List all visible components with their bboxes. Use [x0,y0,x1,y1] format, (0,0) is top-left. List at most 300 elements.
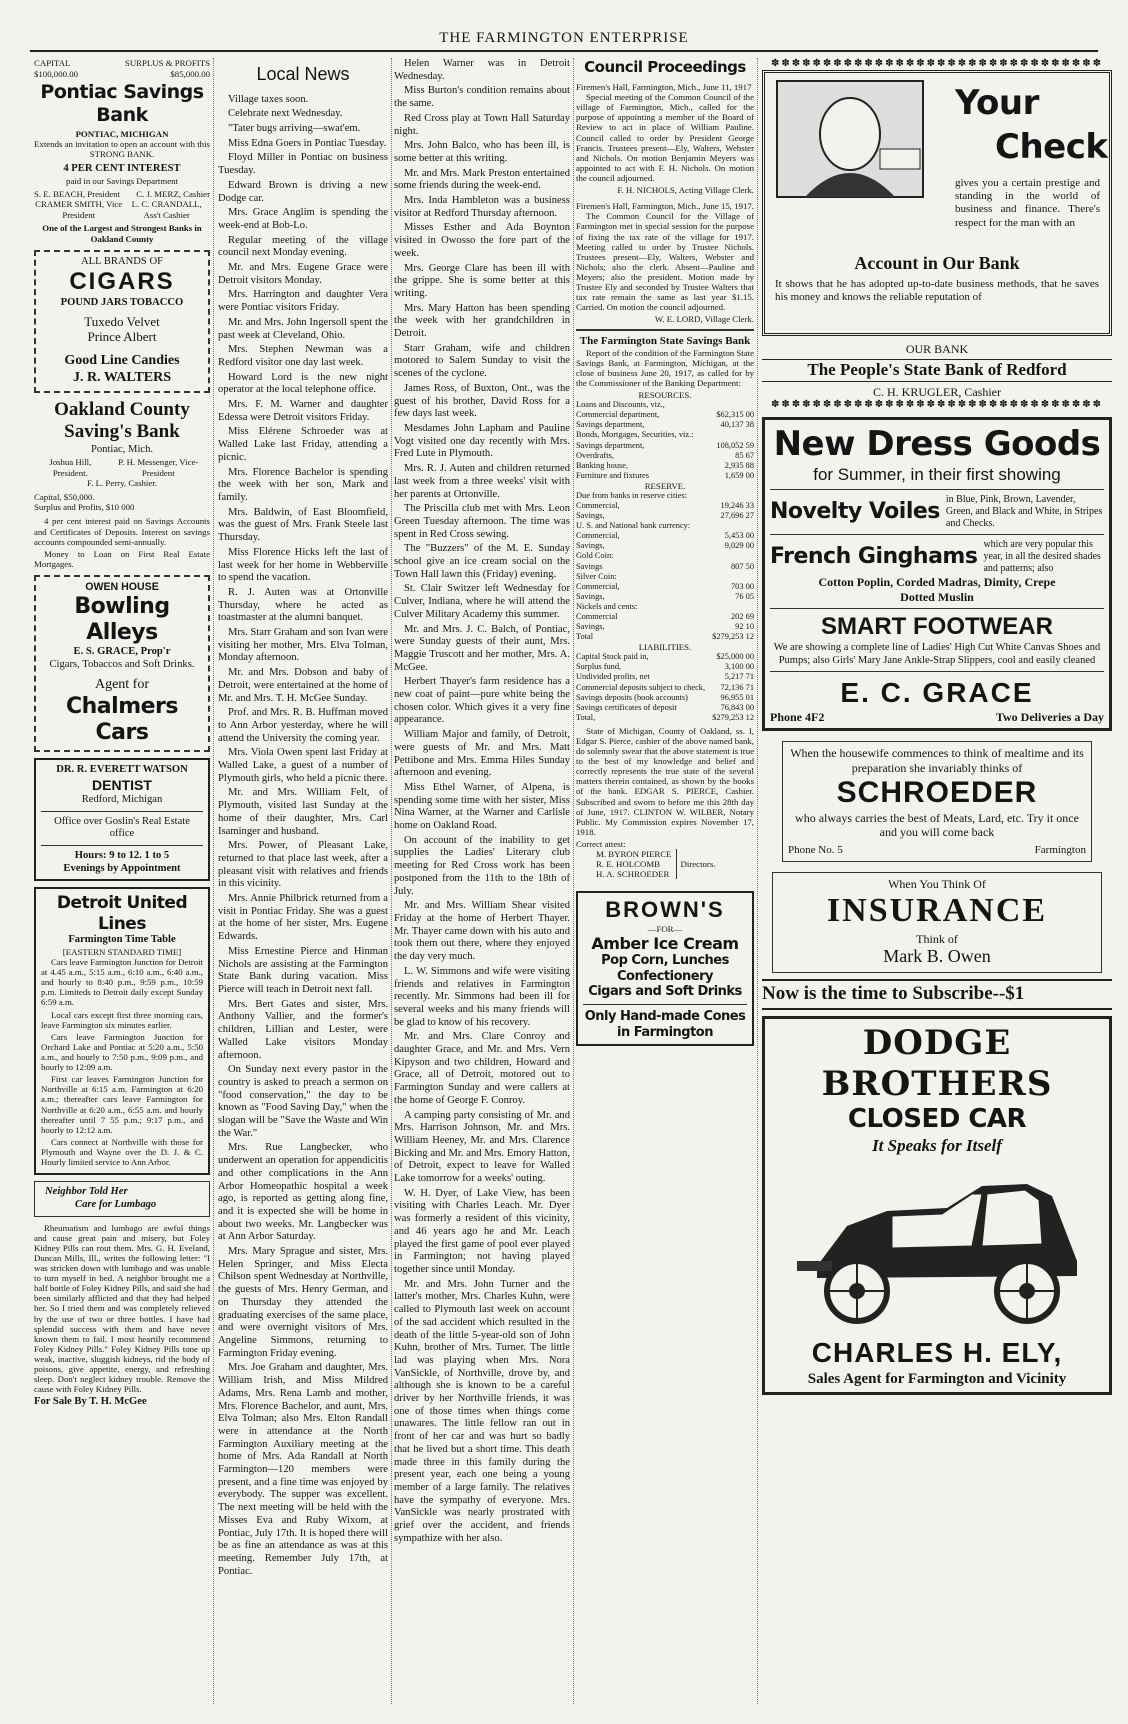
statement-label: Commercial, [576,531,620,541]
statement-value: 5,453 00 [724,531,754,541]
news-item: Miss Ethel Warner, of Alpena, is spending some time with her sister, Miss Nina Warner, at the Warner and Carlisle home on Oakland Road. [394,781,570,832]
news-item: Mrs. Baldwin, of East Bloomfield, was the guest of Mrs. Frank Steele last Thursday. [218,506,388,544]
statement-section: RESOURCES. [638,390,692,401]
statement-row [576,491,754,501]
check-account: Account in Our Bank [854,253,1020,273]
statement-value [706,572,754,582]
statement-label: Savings deposits (book accounts) [576,692,688,702]
statement-row [576,562,754,572]
news-item: Edward Brown is driving a new Dodge car. [218,179,388,204]
statement-table [576,400,754,481]
column-divider [757,58,758,1704]
statement-value: 202 69 [730,611,754,621]
statement-row [576,602,754,612]
column-1 [34,58,210,1409]
statement-label: Commercial, [576,581,620,591]
dress-footwear: SMART FOOTWEAR [821,613,1053,641]
cigars-merchant: J. R. WALTERS [72,369,172,385]
news-item: On account of the inability to get supplies the Ladies' Literary club meeting for Red Cross work has been postponed from the 11th to the 18th of July. [394,834,570,897]
interest-rate: 4 PER CENT INTEREST [63,163,181,175]
local-news-list [218,94,388,1579]
dentist-line: DR. R. EVERETT WATSON [56,764,188,776]
dentist-line: Office over Goslin's Real Estate office [54,815,190,840]
browns-ad [576,891,754,1046]
statement-title: The Farmington State Savings Bank [579,334,751,347]
statement-value: $279,253 12 [712,632,754,642]
news-item: Mrs. Power, of Pleasant Lake, returned to that place last week, after a pleasant visit with relatives and friends in this vicinity. [218,840,388,890]
statement-value [706,551,754,561]
dodge-agent-sub: Sales Agent for Farmington and Vicinity [807,1370,1067,1387]
cigars-line: ALL BRANDS OF [80,255,163,267]
statement-value [706,491,754,501]
dress-voiles-desc: in Blue, Pink, Brown, Lavender, Green, and Black and White, in Stripes and Checks. [945,494,1103,530]
statement-value: 96,955 01 [720,692,754,702]
statement-row [576,451,754,461]
news-item: Mrs. Mary Sprague and sister, Mrs. Helen Springer, and Miss Electa Chilson spent Wednesday at Northville, the guests of Mrs. Henry German, and on Thursday they attended the graduating exercises of the same place, and were overnight visitors of Mrs. Angeline Simmons, returning to Farmington Friday evening. [218,1246,388,1359]
statement-label: Banking house, [576,460,629,470]
check-ad [762,70,1112,336]
news-item: Mrs. Viola Owen spent last Friday at Walled Lake, a guest of a number of Plymouth girls, who held a picnic there. [218,747,388,784]
news-list [394,58,570,1545]
column-3 [394,58,570,1708]
statement-row [576,612,754,622]
news-item: The "Buzzers" of the M. E. Sunday school give an ice cream social on the Town Hall lawn this (Friday) evening. [394,543,570,580]
officer: CRAMER SMITH, Vice President [35,199,123,220]
masthead-title: THE FARMINGTON ENTERPRISE [439,30,689,46]
schroeder-phone: Phone No. 5 [788,843,843,856]
statement-label: Undivided profits, net [576,672,650,682]
pontiac-bank-ad [34,58,210,244]
cigars-title: CIGARS [69,268,175,296]
browns-line: Cigars and Soft Drinks [588,984,742,1000]
oakland-bank-ad [34,399,210,569]
dress-fabrics: Cotton Poplin, Corded Madras, Dimity, Crepe [818,575,1056,590]
oakland-body: 4 per cent interest paid on Savings Accounts and Certificates of Deposits. Interest on savings accounts compounded semi-annually. [34,516,210,547]
statement-row [576,541,754,551]
news-item: Mr. and Mrs. Dobson and baby of Detroit, were entertained at the home of Mr. and Mrs. T. H. McGee Sunday. [218,667,388,704]
statement-label: Due from banks in reserve cities: [576,490,687,500]
news-item: Helen Warner was in Detroit Wednesday. [394,58,570,82]
detroit-body: Cars leave Farmington Junction for Orchard Lake and Pontiac at 5:20 a.m., 5:50 a.m., and hourly to 7:50 p.m., 9:09 p.m., and hourly to 12:09 a.m. [41,1031,203,1073]
news-item: Miss Ernestine Pierce and Hinman Nichols are assisting at the Farmington State Bank during vacation. Miss Pierce will teach in Detroit next fall. [218,945,388,995]
dentist-line: Hours: 9 to 12. 1 to 5 [74,850,170,862]
check-bank [762,342,1112,399]
news-item: Mrs. Starr Graham and son Ivan were visiting her mother, Mrs. Elva Tolman, Monday afternoon. [218,627,388,664]
news-item: Mrs. Mary Hatton has been spending the week with her grandchildren in Detroit. [394,302,570,340]
bank-invite: Extends an invitation to open an account with this STRONG BANK. [34,138,210,159]
dress-voiles: Novelty Voiles [770,499,940,525]
statement-label: Savings, [576,622,605,631]
check-our-bank: OUR BANK [905,342,969,356]
news-item: Miss Florence Hicks left the last of last week for her home in Webberville to spend the vacation. [218,546,388,584]
browns-line: Amber Ice Cream [591,933,739,953]
oakland-capital: Capital, $50,000. [34,492,95,503]
statement-section: LIABILITIES. [638,642,692,653]
statement-value: 27,696 27 [720,511,754,521]
statement-value: 2,935 88 [724,460,754,470]
column-divider [213,58,214,1704]
check-cashier: C. H. KRUGLER, Cashier [873,384,1001,399]
officer: Joshua Hill, President. [49,456,92,478]
statement-value: 9,029 00 [724,541,754,551]
news-item: Mrs. Florence Bachelor is spending the week with her son, Mark and family. [218,466,388,503]
statement-label: Savings, [576,591,605,601]
statement-label: Savings, [576,511,605,521]
statement-value: 40,137 38 [720,420,754,430]
statement-row [576,471,754,481]
schroeder-name: SCHROEDER [836,775,1038,809]
news-item: Miss Elérene Schroeder was at Walled Lake last Friday, attending a picnic. [218,426,388,463]
news-item: Mrs. George Clare has been ill with the grippe. She is some better at this writing. [394,262,570,299]
local-news-title: Local News [256,64,350,84]
neighbor-body: Rheumatism and lumbago are awful things and cause great pain and misery, but Foley Kidney Pills can rout them. Mrs. G. H. Eveland, Duncan Mills, Ill., writes the following letter: "I was stricken down with lumbago and was unable to turn myself in bed. A neighbor brought me a half bottle of Foley Kidney Pills, and said she had been similarly afflicted and that they had helped her. So I tried them and was completely relieved by the use of two or three bottles. I have had splendid success with them and have never known them to fail. I most heartily recommend Foley Kidney Pills." Foley Kidney Pills tone up weak, inactive, sluggish kidneys, rid the body of poisons, give appetite, energy, and refreshing sleep. Don't neglect kidney trouble. Remove the cause with Foley Kidney Pills. [34,1222,210,1395]
neighbor-title: Neighbor Told Her [45,1186,128,1198]
meeting-body: Special meeting of the Common Council of the village of Farmington, Mich., called for the purpose of appointing a member of the Board of Review to act in place of William Pauline. Council called to order by President George Francis. Trustees present—Ely, Walters, Webster and Nichols. On motion Benjamin Meyers was appointed to act with F. H. Nichols. On motion the council adjourned. [576,92,754,183]
news-item: R. J. Auten was at Ortonville Thursday, where he acted as toastmaster at the alumni banquet. [218,586,388,624]
statement-row [576,511,754,521]
statement-label: Overdrafts, [576,450,614,460]
browns-line: —FOR— [647,923,683,934]
news-item: Mr. and Mrs. William Felt, of Plymouth, visited last Sunday at the home of their daughter, Mrs. Carl Isaminger and husband. [218,787,388,837]
owen-line: E. S. GRACE, Prop'r [73,646,171,658]
statement-label: Savings, [576,541,605,551]
news-item: Celebrate next Wednesday. [228,108,343,120]
bank-name: Pontiac Savings Bank [40,81,204,126]
owen-line: OWEN HOUSE [85,580,159,593]
neighbor-ad [34,1181,210,1409]
cigars-line: Prince Albert [87,329,157,345]
news-item: Floyd Miller in Pontiac on business Tuesday. [218,152,388,177]
news-item: Mrs. Harrington and daughter Vera were Pontiac visitors Friday. [218,289,388,314]
statement-label: Savings [576,561,603,571]
dodge-agent: CHARLES H. ELY, [811,1337,1063,1368]
news-item: Prof. and Mrs. R. B. Huffman moved to Ann Arbor yesterday, where he will attend the University the coming year. [218,707,388,744]
statement-value: 3,100 00 [724,662,754,672]
statement-table [576,491,754,642]
statement-row [576,683,754,693]
news-item: Mr. and Mrs. John Turner and the latter's mother, Mrs. Charles Kuhn, were called to Plymouth last week on account of the sad accident which resulted in the death of the little 5-year-old son of John Kuhn, brother of Mrs. Turner. The little lad was playing when Mrs. Nora VanSickle, of Northville, drove by, and although she is known to be a careful driver by her Northville friends, it was one of those times when things come unawares. The little fellow ran out in front of her car and was hurt so badly that he lived but a short time. This death made three in this family during the present year, each one being a young member of a large family. The relatives have the sympathy of everyone. Mrs. VanSickle was nearly prostrated with grief over the accident, and friends sympathize with her also. [394,1278,570,1544]
statement-table [576,652,754,723]
news-item: Starr Graham, wife and children motored to Salem Sunday to visit the scenes of the cyclone. [394,342,570,380]
news-item: Miss Burton's condition remains about the same. [394,85,570,110]
news-item: Mrs. Inda Hambleton was a business visitor at Redford Thursday afternoon. [394,195,570,219]
insurance-ad [772,872,1102,973]
meeting-sig: W. E. LORD, Village Clerk. [654,314,754,325]
statement-value: 19,246 33 [720,501,754,511]
statement-value [706,521,754,531]
statement-row [576,410,754,420]
statement-row [576,592,754,602]
statement-label: Commercial deposits subject to check, [576,682,706,692]
statement-label: U. S. and National bank currency: [576,521,691,531]
statement-row [576,662,754,672]
browns-title: BROWN'S [605,897,725,923]
browns-line: Only Hand-made Cones in Farmington [584,1008,746,1040]
statement-row [576,430,754,440]
column-2 [218,58,388,1698]
news-item: On Sunday next every pastor in the country is asked to preach a sermon on "food conservation," the day to be known as "Food Saving Day," when the slogan will be "Save the Waste and Win the War." [218,1064,388,1139]
cigars-line: Tuxedo Velvet [84,313,160,329]
statement-value: 72,136 71 [720,682,754,692]
news-item: Mesdames John Lapham and Pauline Vogt visited one day recently with Mrs. Fred Lute in Plymouth. [394,422,570,460]
statement-label: Silver Coin: [576,571,617,581]
statement-value: 76 05 [735,591,754,601]
dentist-ad [34,758,210,881]
news-item: Miss Edna Goers in Pontiac Tuesday. [228,137,387,149]
dress-sub: for Summer, in their first showing [813,464,1061,484]
statement-value [711,400,754,410]
statement-row [576,703,754,713]
ornament-border: ✽✽✽✽✽✽✽✽✽✽✽✽✽✽✽✽✽✽✽✽✽✽✽✽✽✽✽✽✽✽✽✽ [770,399,1104,411]
dentist-line: Evenings by Appointment [63,862,181,874]
statement-value [706,602,754,612]
owen-cars: Chalmers Cars [66,693,178,746]
dress-goods-ad [762,417,1112,731]
detroit-sub: Farmington Time Table [68,934,176,946]
statement-row [576,713,754,723]
car-illustration-icon [770,1156,1104,1336]
officer: P. H. Messenger, Vice-President [118,456,199,478]
statement-row [576,551,754,561]
statement-value: $62,315 00 [716,410,754,420]
news-item: Howard Lord is the new night operator at the local telephone office. [218,371,388,396]
statement-row [576,652,754,662]
column-divider [391,58,392,1704]
news-item: William Major and family, of Detroit, were guests of Mr. and Mrs. Matt Pettibone and Mrs. Emma Hiles Sunday afternoon and evening. [394,729,570,779]
oakland-location: Pontiac, Mich. [90,444,154,456]
statement-row [576,622,754,632]
masthead [0,30,1128,47]
news-item: St. Clair Switzer left Wednesday for Culver, Indiana, where he will attend the Culver Military Academy this summer. [394,583,570,620]
news-item: Mrs. Stephen Newman was a Redford visitor one day last week. [218,344,388,368]
officer: S. E. BEACH, President [34,188,121,199]
portrait-illustration-icon [775,79,925,199]
detroit-united-ad [34,887,210,1175]
statement-label: Total, [576,712,596,722]
news-item: Mr. and Mrs. Eugene Grace were Detroit visitors Monday. [218,262,388,286]
statement-intro: Report of the condition of the Farmington State Savings Bank, at Farmington, Michigan, at the close of business June 20, 1917, as called for by the Commissioner of the Banking Department: [576,347,754,389]
browns-line: Confectionery [617,968,713,984]
statement-value: 1,659 00 [724,470,754,480]
news-item: Regular meeting of the village council next Monday evening. [218,234,388,259]
news-item: Mrs. Joe Graham and daughter, Mrs. William Irish, and Miss Mildred Adams, Mrs. Rena Lamb and mother, Mrs. Florence Bachelor, and aunt, Mrs. Elva Tolman; also Mrs. Elton Randall were in attendance at the North Farmington Auxiliary meeting at the home of Mrs. Ada Randall at North Farmington—120 members were present, and a fine time was enjoyed by everybody. The supper was excellent. The next meeting will be held with the Misses Eva and Ruby Wixom, at Pontiac, July 17th. It is hoped there will be as fine an attendance as was at this meeting. Remember July 17th, at Pontiac. [218,1362,388,1577]
statement-row [576,521,754,531]
statement-label: Loans and Discounts, viz., [576,400,665,410]
statement-value: 92 10 [735,622,754,631]
statement-attest: Correct attest: [576,839,626,850]
owen-line: Cigars, Tobaccos and Soft Drinks. [49,659,195,671]
statement-value: 807 50 [730,561,754,571]
news-item: James Ross, of Buxton, Ont., was the guest of his brother, David Ross for a few days last week. [394,382,570,420]
statement-row [576,420,754,430]
news-item: Red Cross play at Town Hall Saturday night. [394,112,570,137]
check-body-2: It shows that he has adopted up-to-date business methods, that he saves his money and knows the reliable reputation of [775,278,1099,304]
statement-value: $25,000 00 [716,652,754,662]
surplus-value: $85,000.00 [170,68,210,79]
statement-row [576,531,754,541]
dress-deliveries: Two Deliveries a Day [995,709,1104,724]
officer: C. J. MERZ, Cashier [136,188,210,199]
officer: L. C. CRANDALL, Ass't Cashier [131,199,202,220]
check-title-2: Check [995,127,1108,167]
news-item: Mrs. Grace Anglim is spending the week-end at Bob-Lo. [218,207,388,231]
schroeder-line: When the housewife commences to think of mealtime and its preparation she invariably thinks of [790,746,1084,775]
statement-label: Bonds, Mortgages, Securities, viz.: [576,430,694,440]
dress-merchant: E. C. GRACE [840,677,1034,709]
statement-label: Surplus fund, [576,662,622,672]
dodge-title: DODGE BROTHERS [821,1022,1053,1104]
bank-location: PONTIAC, MICHIGAN [75,128,169,139]
meeting-head: Firemen's Hall, Farmington, Mich., June 11, 1917 [576,82,752,92]
news-item: Mr. and Mrs. Clare Conroy and daughter Grace, and Mr. and Mrs. Vern Kipyson and two children, Howard and Grace, all of Detroit, motored out to Farmington Sunday and were callers at the home of George F. Conroy. [394,1031,570,1106]
news-item: Mrs. Annie Philbrick returned from a visit in Pontiac Friday. She was a guest at the home of her sister, Mrs. Eugene Edwards. [218,893,388,943]
oakland-name: Oakland County [54,398,190,420]
council-meeting-2 [576,201,754,324]
cigars-line: POUND JARS TOBACCO [60,297,184,309]
schroeder-town: Farmington [1034,843,1086,856]
statement-row [576,632,754,642]
dodge-sub: CLOSED CAR [847,1104,1027,1135]
news-item: Village taxes soon. [228,93,309,105]
council-meeting-1 [576,82,754,195]
news-item: W. H. Dyer, of Lake View, has been visiting with Charles Leach. Mr. Dyer was formerly a resident of this vicinity, and 46 years ago he and Mr. Leach played the first game of pool ever played in Farmington; not having played together since until Monday. [394,1187,570,1275]
statement-value [711,430,754,440]
meeting-head: Firemen's Hall, Farmington, Mich., June 15, 1917. [576,201,754,212]
statement-label: Total [576,632,594,642]
news-item: Misses Esther and Ada Boynton visited in Owosso the fore part of the week. [394,222,570,259]
subscribe-banner: Now is the time to Subscribe--$1 [762,979,1112,1010]
detroit-body: First car leaves Farmington Junction for Northville at 6:15 a.m. Farmington at 6:20 a.m.; thereafter cars leave Farmington for Northville at 6:20 a.m., 6:55 a.m. and hourly thereafter until 7 55 p.m.; 9:17 p.m., and hourly to 12:12 a.m. [41,1074,203,1135]
bank-tagline: One of the Largest and Strongest Banks in Oakland County [42,223,202,244]
statement-label: Savings certificates of deposit [576,702,677,712]
news-item: Mrs. Rue Langbecker, who underwent an operation for appendicitis and other complications in the Ann Arbor Homeopathic hospital a week ago, is reported as getting along fine, and it is expected she will be home in about two weeks. Mr. Langbecker was at Ann Arbor Saturday. [218,1142,388,1243]
statement-oath: State of Michigan, County of Oakland, ss. I, Edgar S. Pierce, cashier of the above named bank, do solemnly swear that the above statement is true to the best of my knowledge and belief and correctly represents the true state of the several matters therein contained, as shown by the books of the bank. EDGAR S. PIERCE, Cashier. Subscribed and sworn to before me this 28th day of June, 1917. CLINTON W. WILBER, Notary Public. My Commission expires November 17, 1918. [576,725,754,837]
news-item: The Priscilla club met with Mrs. Leon Green Tuesday afternoon. The time was spent in Red Cross sewing. [394,503,570,540]
statement-label: Savings department, [576,440,645,450]
detroit-body: Cars leave Farmington Junction for Detroit at 4.45 a.m., 5:15 a.m., 6:10 a.m., 6:40 a.m., and hourly to 8:40 p.m., 9:59 p.m., 10:59 p.m. Limiteds to Detroit daily except Sunday 6:59 a.m. [41,957,203,1008]
neighbor-title-2: Care for Lumbago [75,1198,157,1210]
statement-row [576,501,754,511]
statement-label: Savings department, [576,420,645,430]
dress-muslin: Dotted Muslin [900,589,974,604]
dodge-slogan: It Speaks for Itself [872,1135,1002,1155]
check-body: gives you a certain prestige and standing in the world of business and finance. There's respect for the man with an [955,177,1100,229]
statement-value: $279,253 12 [712,712,754,722]
insurance-line: Think of [916,932,958,947]
check-bank-name: The People's State Bank of Redford [762,359,1112,381]
directors-label: Directors. [680,859,716,870]
detroit-body: Cars connect at Northville with those for Plymouth and Wayne over the D. J. & C. Hourly limited service to Ann Arbor. [41,1136,203,1168]
director: R. E. HOLCOMB [596,859,661,870]
dodge-ad [762,1016,1112,1395]
statement-value: 108,052 59 [716,440,754,450]
meeting-sig: F. H. NICHOLS, Acting Village Clerk. [617,185,754,196]
owen-house-ad [34,575,210,752]
owen-line: Agent for [94,676,150,692]
insurance-title: INSURANCE [826,892,1048,930]
oakland-name: Saving's Bank [64,421,180,443]
owen-title: Bowling Alleys [74,593,170,646]
news-item: Herbert Thayer's farm residence has a new coat of paint—pure white being the chosen color. Which gives it a very fine appearance. [394,676,570,726]
statement-label: Capital Stock paid in, [576,652,649,662]
insurance-line: When You Think Of [888,876,986,891]
insurance-name: Mark B. Owen [883,946,991,967]
news-item: A camping party consisting of Mr. and Mrs. Harrison Johnson, Mr. and Mrs. William Heeney, Mr. and Mrs. Clarence Bicking and Mr. and Mrs. Emory Hatton, of Detroit, expect to leave for Walled Lake tomorrow for a weeks' outing. [394,1109,570,1185]
statement-label: Commercial department, [576,410,660,420]
column-5 [762,58,1112,1708]
news-item: Mrs. Bert Gates and sister, Mrs. Anthony Vallier, and the former's children, Lillian and Lester, were Walled Lake visitors Monday afternoon. [218,998,388,1061]
statement-row [576,693,754,703]
capital-value: $100,000.00 [34,68,78,79]
meeting-body: The Common Council for the Village of Farmington met in special session for the purpose of fixing the tax rate of the village for 1917. Meeting called to order by Trustee Nichols. Trustees present—Ely, Walters, Webster and Nichols; also the clerk. Absent—Pauline and Meyers; also the president. Motion made by Trustee Ely and seconded by Trustee Walters that tax rate remain the same as last year $1.15. Carried. On motion the council adjourned. [576,211,754,313]
statement-value: 85 67 [735,450,754,460]
statement-row [576,572,754,582]
director: M. BYRON PIERCE [596,849,672,860]
browns-line: Pop Corn, Lunches [601,953,729,969]
neighbor-sale: For Sale By T. H. McGee [34,1396,147,1408]
oakland-surplus: Surplus and Profits, $10 000 [34,502,135,513]
surplus-label: SURPLUS & PROFITS [124,58,210,68]
dress-phone: Phone 4F2 [770,709,825,724]
detroit-std: [EASTERN STANDARD TIME] [62,946,182,957]
statement-row [576,400,754,410]
news-item: "Tater bugs arriving—swat'em. [228,123,361,134]
statement-label: Furniture and fixtures [576,470,650,480]
statement-row [576,441,754,451]
dress-gingham: French Ginghams [770,544,978,570]
column-divider [573,58,574,1704]
statement-label: Nickels and cents: [576,601,638,611]
ornament-border: ✽✽✽✽✽✽✽✽✽✽✽✽✽✽✽✽✽✽✽✽✽✽✽✽✽✽✽✽✽✽✽✽ [770,58,1104,69]
news-item: Mr. and Mrs. J. C. Balch, of Pontiac, were Sunday guests of their aunt, Mrs. Maggie Truscott and her mother, Mrs. A. McGee. [394,623,570,673]
statement-value: 76,843 00 [720,702,754,712]
news-item: Mr. and Mrs. Mark Preston entertained some friends during the week-end. [394,167,570,192]
detroit-title: Detroit United Lines [56,893,188,934]
news-item: Mr. and Mrs. William Shear visited Friday at the home of Herbert Thayer. Mr. Thayer came down with his auto and took them out there, where they enjoyed the day very much. [394,900,570,963]
bank-statement [576,335,754,880]
news-item: Mr. and Mrs. John Ingersoll spent the past week at Cleveland, Ohio. [218,316,388,341]
news-item: Mrs. John Balco, who has been ill, is some better at this writing. [394,140,570,164]
statement-row [576,461,754,471]
directors-block [576,849,754,879]
cigars-line: Good Line Candies [64,353,180,369]
officer: F. L. Perry, Cashier. [87,478,157,489]
dress-footwear-desc: We are showing a complete line of Ladies' High Cut White Canvas Shoes and Pumps; also Girls' Mary Jane Ankle-Strap Slippers, cool and easily cleaned [773,641,1101,666]
check-title: Your [955,83,1039,123]
column-4 [576,58,754,1708]
news-item: Mrs. R. J. Auten and children returned last week from a three weeks' visit with her parents at Ortonville. [394,463,570,500]
dentist-line: Redford, Michigan [81,793,163,805]
news-item: Mrs. F. M. Warner and daughter Edessa were Detroit visitors Friday. [218,399,388,423]
capital-label: CAPITAL [34,58,71,68]
statement-value: 5,217 71 [724,672,754,682]
statement-section: RESERVE. [644,480,686,491]
statement-row [576,582,754,592]
statement-value: 703 00 [730,581,754,591]
dress-gingham-desc: which are very popular this year, in all the desired shades and patterns; also [983,539,1101,575]
schroeder-line: who always carries the best of Meats, Lard, etc. Try it once and you will come back [795,810,1079,840]
schroeder-ad [782,741,1092,862]
dentist-title: DENTIST [92,777,152,794]
interest-sub: paid in our Savings Department [66,175,178,186]
detroit-body: Local cars except first three morning cars, leave Farmington six minutes earlier. [41,1009,203,1030]
dress-title: New Dress Goods [773,424,1101,465]
director: H. A. SCHROEDER [596,869,670,880]
statement-label: Commercial [576,611,618,621]
council-title: Council Proceedings [584,58,746,76]
statement-label: Commercial, [576,501,620,511]
statement-label: Gold Coin: [576,551,614,561]
